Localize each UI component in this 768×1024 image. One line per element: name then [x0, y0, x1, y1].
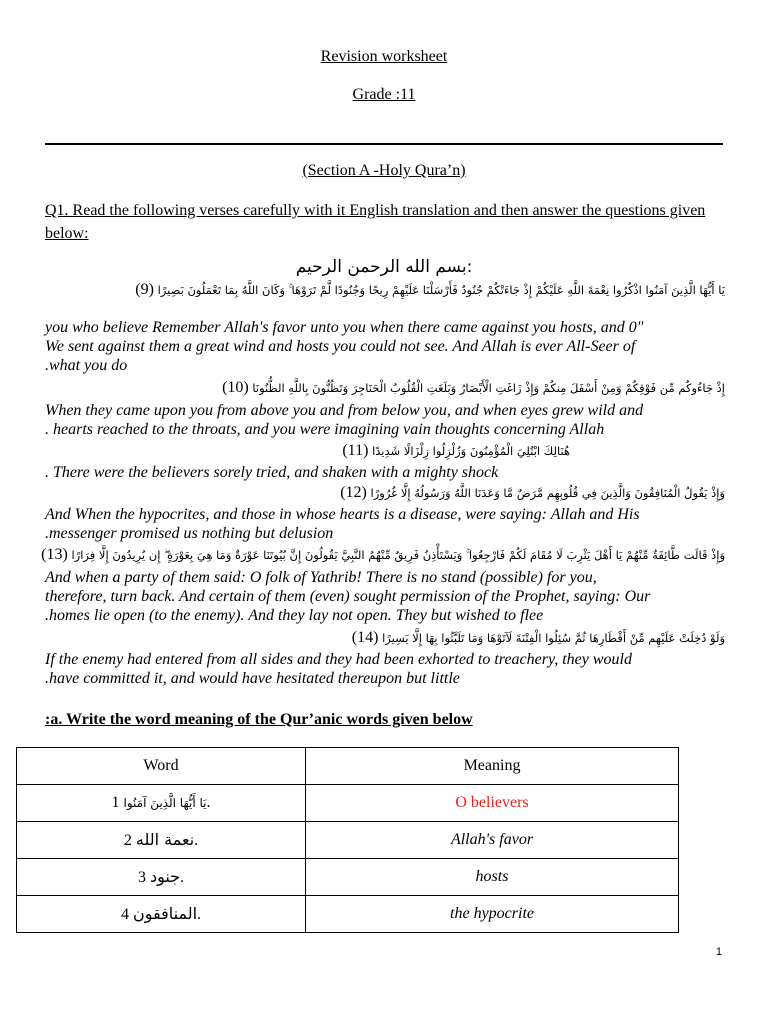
verse-11-arabic: [45, 441, 725, 461]
translation-line: . hearts reached to the throats, and you were imagining vain thoughts concerning Allah: [45, 421, 605, 438]
table-header-row: [17, 748, 679, 785]
translation-line: you who believe Remember Allah's favor unto you when there came against you hosts, and 0": [45, 319, 644, 336]
header-meaning: Meaning: [306, 748, 679, 785]
meaning-cell: hosts: [306, 859, 679, 896]
header-word: Word: [17, 748, 306, 785]
table-row: [17, 859, 679, 896]
verse-13-number: (13): [41, 546, 68, 563]
word-cell: [17, 896, 306, 933]
meaning-cell: O believers: [306, 785, 679, 822]
verse-9-arabic: [45, 280, 725, 300]
translation-line: .what you do: [45, 357, 128, 374]
verse-11-translation: [45, 463, 735, 482]
question-1-instructions: Q1. Read the following verses carefully with it English translation and then answer the questions given below:: [45, 202, 706, 242]
verse-13-arabic: [41, 545, 725, 565]
verse-12-arabic: [45, 483, 725, 503]
table-row: [17, 822, 679, 859]
verse-9-translation: [45, 318, 735, 375]
verse-13-translation: [45, 568, 735, 625]
grade-label: Grade :11: [352, 86, 416, 103]
translation-line: And When the hypocrites, and those in whose hearts is a disease, were saying: Allah and His: [45, 506, 640, 523]
word-cell: [17, 785, 306, 822]
word-cell: [17, 859, 306, 896]
translation-line: . There were the believers sorely tried, and shaken with a mighty shock: [45, 464, 499, 481]
word-meaning-table: [16, 747, 679, 933]
translation-line: When they came upon you from above you and from below you, and when eyes grew wild and: [45, 402, 644, 419]
verse-12-text: وَإِذْ يَقُولُ الْمُنَافِقُونَ وَالَّذِينَ فِي قُلُوبِهِم مَّرَضٌ مَّا وَعَدَنَا اللَّهُ وَرَسُولُهُ إِلَّا غُرُورًا: [370, 486, 725, 500]
word-cell: [17, 822, 306, 859]
verse-14-number: (14): [351, 629, 379, 646]
table-row: [17, 896, 679, 933]
translation-line: therefore, turn back. And certain of them (even) sought permission of the Prophet, saying: Our: [45, 588, 651, 605]
verse-11-number: (11): [342, 442, 369, 459]
translation-line: If the enemy had entered from all sides and they had been exhorted to treachery, they would: [45, 651, 632, 668]
row-number: 2.: [123, 832, 199, 849]
page-number: 1: [715, 946, 722, 958]
verse-9-number: (9): [135, 281, 154, 298]
verse-14-translation: [45, 650, 735, 688]
translation-line: .have committed it, and would have hesitated thereupon but little: [45, 670, 460, 687]
translation-line: And when a party of them said: O folk of Yathrib! There is no stand (possible) for you,: [45, 569, 597, 586]
section-title: (Section A -Holy Qura’n): [302, 162, 466, 179]
row-number: 3.: [137, 869, 185, 886]
meaning-cell: Allah's favor: [306, 822, 679, 859]
meaning-cell: the hypocrite: [306, 896, 679, 933]
verse-13-text: وَإِذْ قَالَت طَّائِفَةٌ مِّنْهُمْ يَا أَهْلَ يَثْرِبَ لَا مُقَامَ لَكُمْ فَارْجِعُوا ۚ وَيَسْتَأْذِنُ فَرِيقٌ مِّنْهُمُ النَّبِيَّ يَقُولُونَ إِنَّ بُيُوتَنَا عَوْرَةٌ وَمَا هِيَ بِعَوْرَةٍ ۖ إِن يُرِيدُونَ إِلَّا فِرَارًا: [71, 548, 725, 562]
arabic-word: نعمة الله: [135, 830, 195, 849]
verse-11-text: هُنَالِكَ ابْتُلِيَ الْمُؤْمِنُونَ وَزُلْزِلُوا زِلْزَالًا شَدِيدًا: [372, 444, 570, 458]
verse-12-translation: [45, 505, 735, 543]
verse-10-number: (10): [222, 379, 249, 396]
verse-10-text: إِذْ جَاءُوكُم مِّن فَوْقِكُمْ وَمِنْ أَسْفَلَ مِنكُمْ وَإِذْ زَاغَتِ الْأَبْصَارُ وَبَلَغَتِ الْقُلُوبُ الْحَنَاجِرَ وَتَظُنُّونَ بِاللَّهِ الظُّنُونَا: [252, 381, 725, 395]
arabic-word: جنود: [149, 867, 181, 886]
translation-line: We sent against them a great wind and hosts you could not see. And Allah is ever All-Seer of: [45, 338, 636, 355]
divider-line: [45, 143, 723, 145]
arabic-word: يَا أَيُّهَا الَّذِينَ آمَنُوا: [123, 796, 207, 810]
verse-14-text: وَلَوْ دُخِلَتْ عَلَيْهِم مِّنْ أَقْطَارِهَا ثُمَّ سُئِلُوا الْفِتْنَةَ لَآتَوْهَا وَمَا تَلَبَّثُوا بِهَا إِلَّا يَسِيرًا: [382, 631, 725, 645]
row-number: 1.: [111, 794, 211, 811]
table-row: [17, 785, 679, 822]
arabic-word: المنافقون: [132, 904, 198, 923]
worksheet-title: Revision worksheet: [320, 48, 448, 65]
part-a-heading: :a. Write the word meaning of the Qur’anic words given below: [45, 711, 473, 728]
verse-12-number: (12): [340, 484, 367, 501]
verse-10-translation: [45, 401, 735, 439]
verse-10-arabic: [45, 378, 725, 398]
verse-14-arabic: [45, 628, 725, 648]
row-number: 4.: [120, 906, 202, 923]
translation-line: .homes lie open (to the enemy). And they lay not open. They but wished to flee: [45, 607, 544, 624]
bismillah: بسم الله الرحمن الرحيم:: [295, 257, 473, 277]
verse-9-text: يَا أَيُّهَا الَّذِينَ آمَنُوا اذْكُرُوا نِعْمَةَ اللَّهِ عَلَيْكُمْ إِذْ جَاءَتْكُمْ جُنُودٌ فَأَرْسَلْنَا عَلَيْهِمْ رِيحًا وَجُنُودًا لَّمْ تَرَوْهَا ۚ وَكَانَ اللَّهُ بِمَا تَعْمَلُونَ بَصِيرًا: [157, 283, 725, 297]
translation-line: .messenger promised us nothing but delusion: [45, 525, 334, 542]
